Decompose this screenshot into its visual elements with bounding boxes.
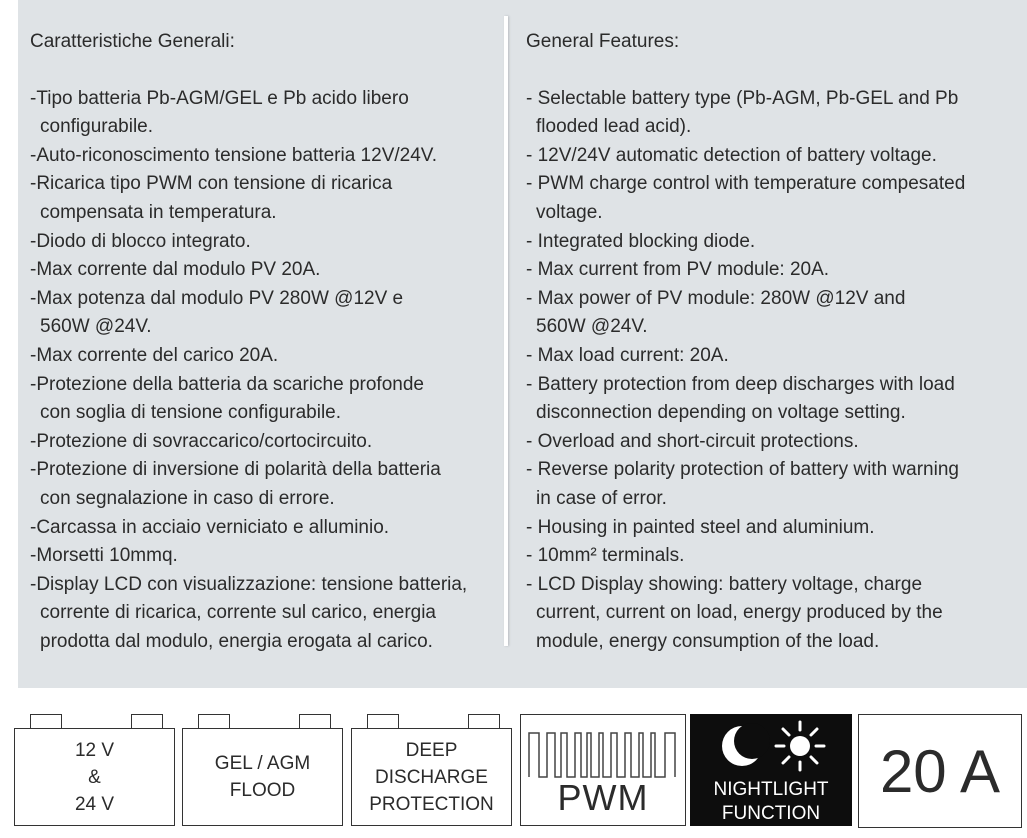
list-item: - 12V/24V automatic detection of battery voltage. xyxy=(526,144,937,166)
list-item: -Protezione di sovraccarico/cortocircuito. xyxy=(30,430,373,452)
deep-discharge-icon xyxy=(351,714,512,826)
battery-body xyxy=(351,728,512,826)
nightlight-label xyxy=(690,778,852,826)
list-item: -Tipo batteria Pb-AGM/GEL e Pb acido libero xyxy=(30,87,409,109)
list-item: -Protezione di inversione di polarità della batteria xyxy=(30,459,441,481)
list-item: -Max corrente dal modulo PV 20A. xyxy=(30,259,321,281)
battery-voltage-icon xyxy=(14,714,175,826)
nightlight-text: FUNCTION xyxy=(721,803,821,824)
list-item: 560W @24V. xyxy=(40,316,152,338)
list-item: -Max potenza dal modulo PV 280W @12V e xyxy=(30,287,404,309)
list-item: -Display LCD con visualizzazione: tensione batteria, xyxy=(30,573,468,595)
list-item: in case of error. xyxy=(536,487,667,509)
list-item: voltage. xyxy=(536,201,603,223)
list-item: - Reverse polarity protection of battery with warning xyxy=(526,459,959,481)
list-item: - Max power of PV module: 280W @12V and xyxy=(526,287,906,309)
list-item: - Integrated blocking diode. xyxy=(526,230,756,252)
list-item: - PWM charge control with temperature compesated xyxy=(526,173,966,195)
voltage-label: 24 V xyxy=(74,793,115,815)
list-item: -Diodo di blocco integrato. xyxy=(30,230,251,252)
pwm-label: PWM xyxy=(557,777,649,818)
italian-heading: Caratteristiche Generali: xyxy=(30,31,235,52)
deep-discharge-label: PROTECTION xyxy=(369,793,494,815)
list-item: - Max load current: 20A. xyxy=(526,344,729,366)
list-item: - LCD Display showing: battery voltage, charge xyxy=(526,573,923,595)
battery-type-label: GEL / AGM xyxy=(214,753,311,774)
list-item: 560W @24V. xyxy=(536,316,648,338)
list-item: module, energy consumption of the load. xyxy=(536,630,880,652)
battery-type-icon xyxy=(182,714,343,826)
list-item: - Max current from PV module: 20A. xyxy=(526,259,830,281)
list-item: - Overload and short-circuit protections. xyxy=(526,430,859,452)
list-item: - Battery protection from deep discharges with load xyxy=(526,373,955,395)
list-item: configurabile. xyxy=(40,116,154,138)
list-item: -Max corrente del carico 20A. xyxy=(30,344,279,366)
current-rating-label: 20 A xyxy=(879,737,1001,805)
list-item: con soglia di tensione configurabile. xyxy=(40,402,342,424)
features-panel xyxy=(18,0,1027,688)
nightlight-icon xyxy=(690,714,852,826)
english-heading: General Features: xyxy=(526,31,680,52)
battery-body xyxy=(182,728,343,826)
current-rating-icon xyxy=(858,714,1022,828)
italian-features xyxy=(30,28,500,656)
list-item: con segnalazione in caso di errore. xyxy=(40,487,335,509)
list-item: - 10mm² terminals. xyxy=(526,545,685,567)
list-item: compensata in temperatura. xyxy=(40,201,277,223)
battery-body xyxy=(14,728,175,826)
deep-discharge-label: DISCHARGE xyxy=(375,766,488,788)
moon-sun-icon xyxy=(690,714,852,778)
deep-discharge-label: DEEP xyxy=(405,739,458,761)
list-item: -Morsetti 10mmq. xyxy=(30,545,178,567)
feature-icons-row xyxy=(0,700,1027,838)
crescent-moon-icon xyxy=(722,723,770,766)
list-item: -Auto-riconoscimento tensione batteria 12V/24V. xyxy=(30,144,437,166)
list-item: prodotta dal modulo, energia erogata al carico. xyxy=(40,630,433,652)
voltage-label: & xyxy=(88,766,101,788)
list-item: disconnection depending on voltage setting. xyxy=(536,402,906,424)
voltage-label: 12 V xyxy=(74,739,115,761)
list-item: -Protezione della batteria da scariche profonde xyxy=(30,373,424,395)
nightlight-text: NIGHTLIGHT xyxy=(713,779,829,800)
list-item: corrente di ricarica, corrente sul carico, energia xyxy=(40,602,437,624)
list-item: -Carcassa in acciaio verniciato e alluminio. xyxy=(30,516,390,538)
list-item: -Ricarica tipo PWM con tensione di ricarica xyxy=(30,173,393,195)
pwm-icon xyxy=(520,714,686,826)
sun-icon xyxy=(776,722,824,770)
battery-type-label: FLOOD xyxy=(229,780,296,801)
list-item: - Selectable battery type (Pb-AGM, Pb-GEL and Pb xyxy=(526,87,959,109)
column-divider xyxy=(504,16,508,646)
list-item: current, current on load, energy produced by the xyxy=(536,602,943,624)
list-item: - Housing in painted steel and aluminium. xyxy=(526,516,875,538)
english-features xyxy=(526,28,1016,656)
list-item: flooded lead acid). xyxy=(536,116,692,138)
